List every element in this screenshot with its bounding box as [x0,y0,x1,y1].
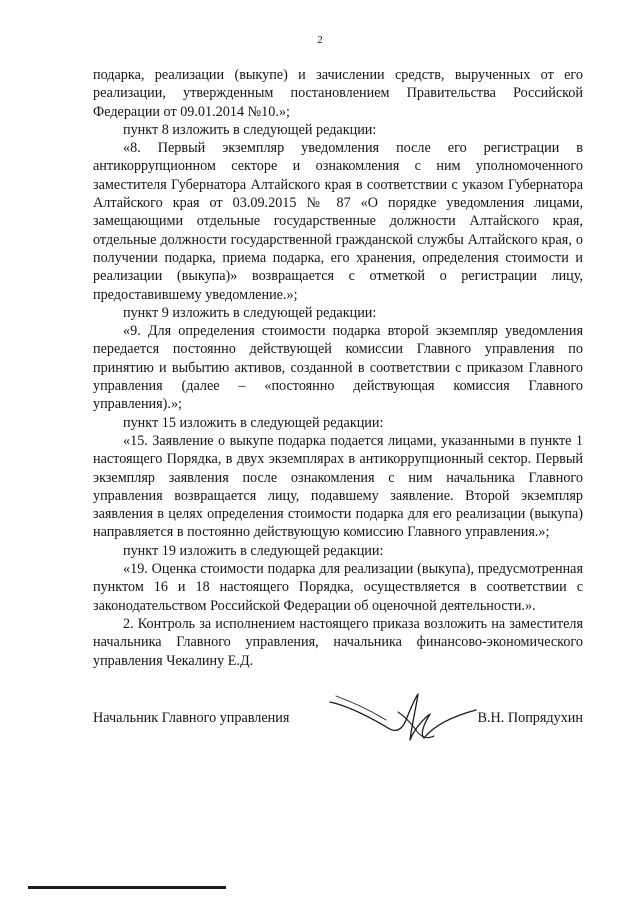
signatory-title: Начальник Главного управления [93,710,290,726]
paragraph: подарка, реализации (выкупе) и зачислении средств, вырученных от его реализации, утвержденным постановлением Правительства Российской Федерации от 09.01.2014 №10.»; [93,67,583,120]
paragraph: 2. Контроль за исполнением настоящего приказа возложить на заместителя начальника Главного управления, начальника финансово-экономического управления Чекалину Е.Д. [93,615,583,669]
paragraph: пункт 9 изложить в следующей редакции: [123,304,377,321]
signature-block [93,706,583,742]
page-number: 2 [317,34,323,46]
paragraph: «19. Оценка стоимости подарка для реализации (выкупа), предусмотренная пунктом 16 и 18 настоящего Порядка, осуществляется в соответствии с законодательством Российской Федерации об оценочной деятельности.». [93,561,583,614]
bottom-rule [28,886,226,889]
handwritten-signature-icon [328,690,478,748]
paragraph: пункт 19 изложить в следующей редакции: [123,542,384,559]
signatory-name: В.Н. Попрядухин [477,710,583,726]
paragraph: «9. Для определения стоимости подарка второй экземпляр уведомления передается постоянно действующей комиссии Главного управления по принятию и выбытию активов, созданной в соответствии с приказом Главного управления (далее – «постоянно действующая комиссия Главного управления).»; [93,323,583,413]
paragraph: «8. Первый экземпляр уведомления после его регистрации в антикоррупционном секторе и ознакомления с ним уполномоченного заместителя Губернатора Алтайского края в соответствии с указом Губернатора Алтайского края от 03.09.2015 № 87 «О порядке уведомления лицами, замещающими отдельные государственные должности Алтайского края, отдельные должности государственной гражданской службы Алтайского края, о получении подарка, приема подарка, его хранения, определения стоимости и реализации (выкупа)» возвращается с отметкой о регистрации лицу, предоставившему уведомление.»; [93,140,583,303]
paragraph: «15. Заявление о выкупе подарка подается лицами, указанными в пункте 1 настоящего Порядка, в двух экземплярах в антикоррупционный сектор. Первый экземпляр заявления после ознакомления с ним начальника Главного управления возвращается лицу, подавшему заявление. Второй экземпляр заявления в целях определения стоимости подарка для его реализации (выкупа) направляется в постоянно действующую комиссию Главного управления.»; [93,432,583,541]
paragraph: пункт 15 изложить в следующей редакции: [123,414,384,431]
document-body [93,66,583,670]
paragraph: пункт 8 изложить в следующей редакции: [123,121,377,138]
